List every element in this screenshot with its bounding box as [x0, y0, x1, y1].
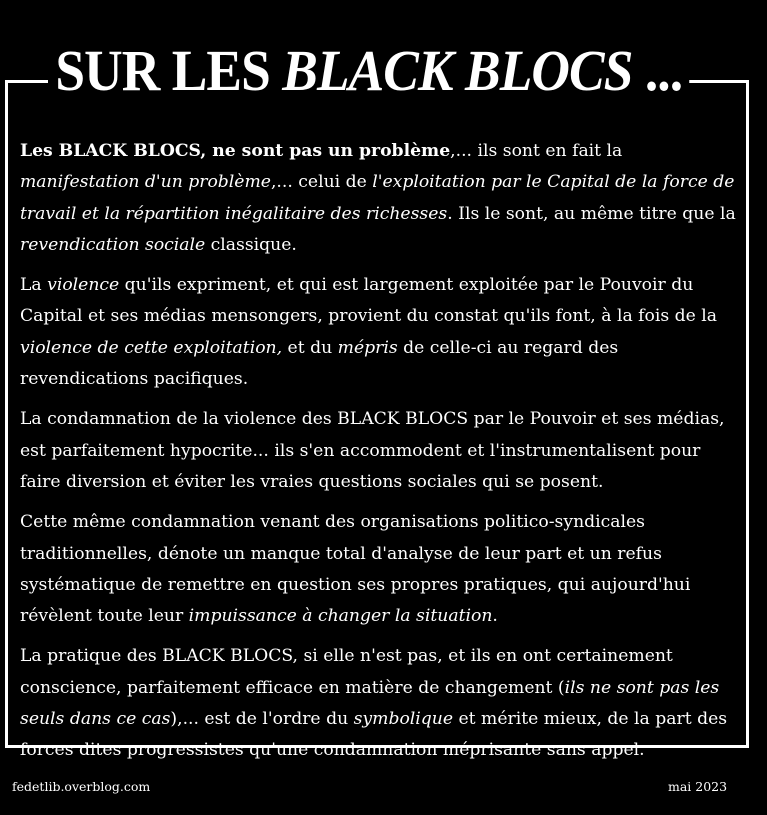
italic-text: ils ne sont pas les seuls dans ce cas	[20, 677, 720, 730]
text-run: qu'ils expriment, et qui est largement exploitée par le Pouvoir du Capital et ses médias mensongers, provient du constat qu'ils font, à la fois de la	[20, 275, 718, 327]
text-run: Cette même condamnation venant des organisations politico-syndicales traditionnelles, dénote un manque total d'analyse de leur part et un refus systématique de remettre en question ses propres pratiques, qui aujourd'hui révèlent toute leur	[20, 512, 691, 627]
italic-text: manifestation d'un problème	[20, 172, 271, 193]
article-body	[20, 136, 744, 776]
text-run: La pratique des BLACK BLOCS, si elle n'est pas, et ils en ont certainement conscience, parfaitement efficace en matière de changement (	[20, 646, 673, 698]
text-run: .	[492, 606, 498, 627]
text-run: ,... celui de	[270, 172, 373, 193]
text-run: . Ils le sont, au même titre que la	[447, 203, 736, 224]
paragraph	[20, 270, 744, 395]
text-run: ,... ils sont en fait la	[450, 141, 623, 161]
title-prefix: SUR LES	[55, 38, 283, 103]
paragraph	[20, 507, 744, 632]
italic-text: violence de cette exploitation,	[20, 337, 283, 358]
bold-text: Les BLACK BLOCS, ne sont pas un problème	[20, 141, 451, 161]
page-title	[48, 34, 689, 108]
paragraph	[20, 641, 744, 766]
paragraph	[20, 404, 744, 498]
italic-text: violence	[47, 275, 120, 296]
italic-text: revendication sociale	[20, 234, 206, 255]
title-suffix: ...	[632, 38, 683, 103]
title-emphasis: BLACK BLOCS	[282, 38, 633, 103]
text-run: de celle-ci au regard des revendications pacifiques.	[20, 337, 619, 390]
italic-text: l'exploitation par le Capital de la force de travail et la répartition inégalitaire des richesses	[20, 172, 735, 224]
italic-text: impuissance à changer la situation	[188, 606, 493, 627]
text-run: La	[20, 275, 48, 296]
paragraph	[20, 136, 744, 261]
italic-text: mépris	[337, 337, 398, 358]
publication-date: mai 2023	[668, 779, 728, 794]
text-run: et du	[282, 337, 338, 358]
text-run: ),... est de l'ordre du	[170, 709, 354, 730]
italic-text: symbolique	[353, 709, 454, 730]
text-run: et mérite mieux, de la part des forces dites progressistes qu'une condamnation méprisante sans appel.	[20, 709, 728, 761]
text-run: classique.	[205, 234, 297, 255]
text-run: La condamnation de la violence des BLACK BLOCS par le Pouvoir et ses médias, est parfaitement hypocrite... ils s'en accommodent et l'instrumentalisent pour faire diversion et éviter les vraies questions sociales qui se posent.	[20, 409, 725, 492]
source-url: fedetlib.overblog.com	[12, 779, 151, 794]
